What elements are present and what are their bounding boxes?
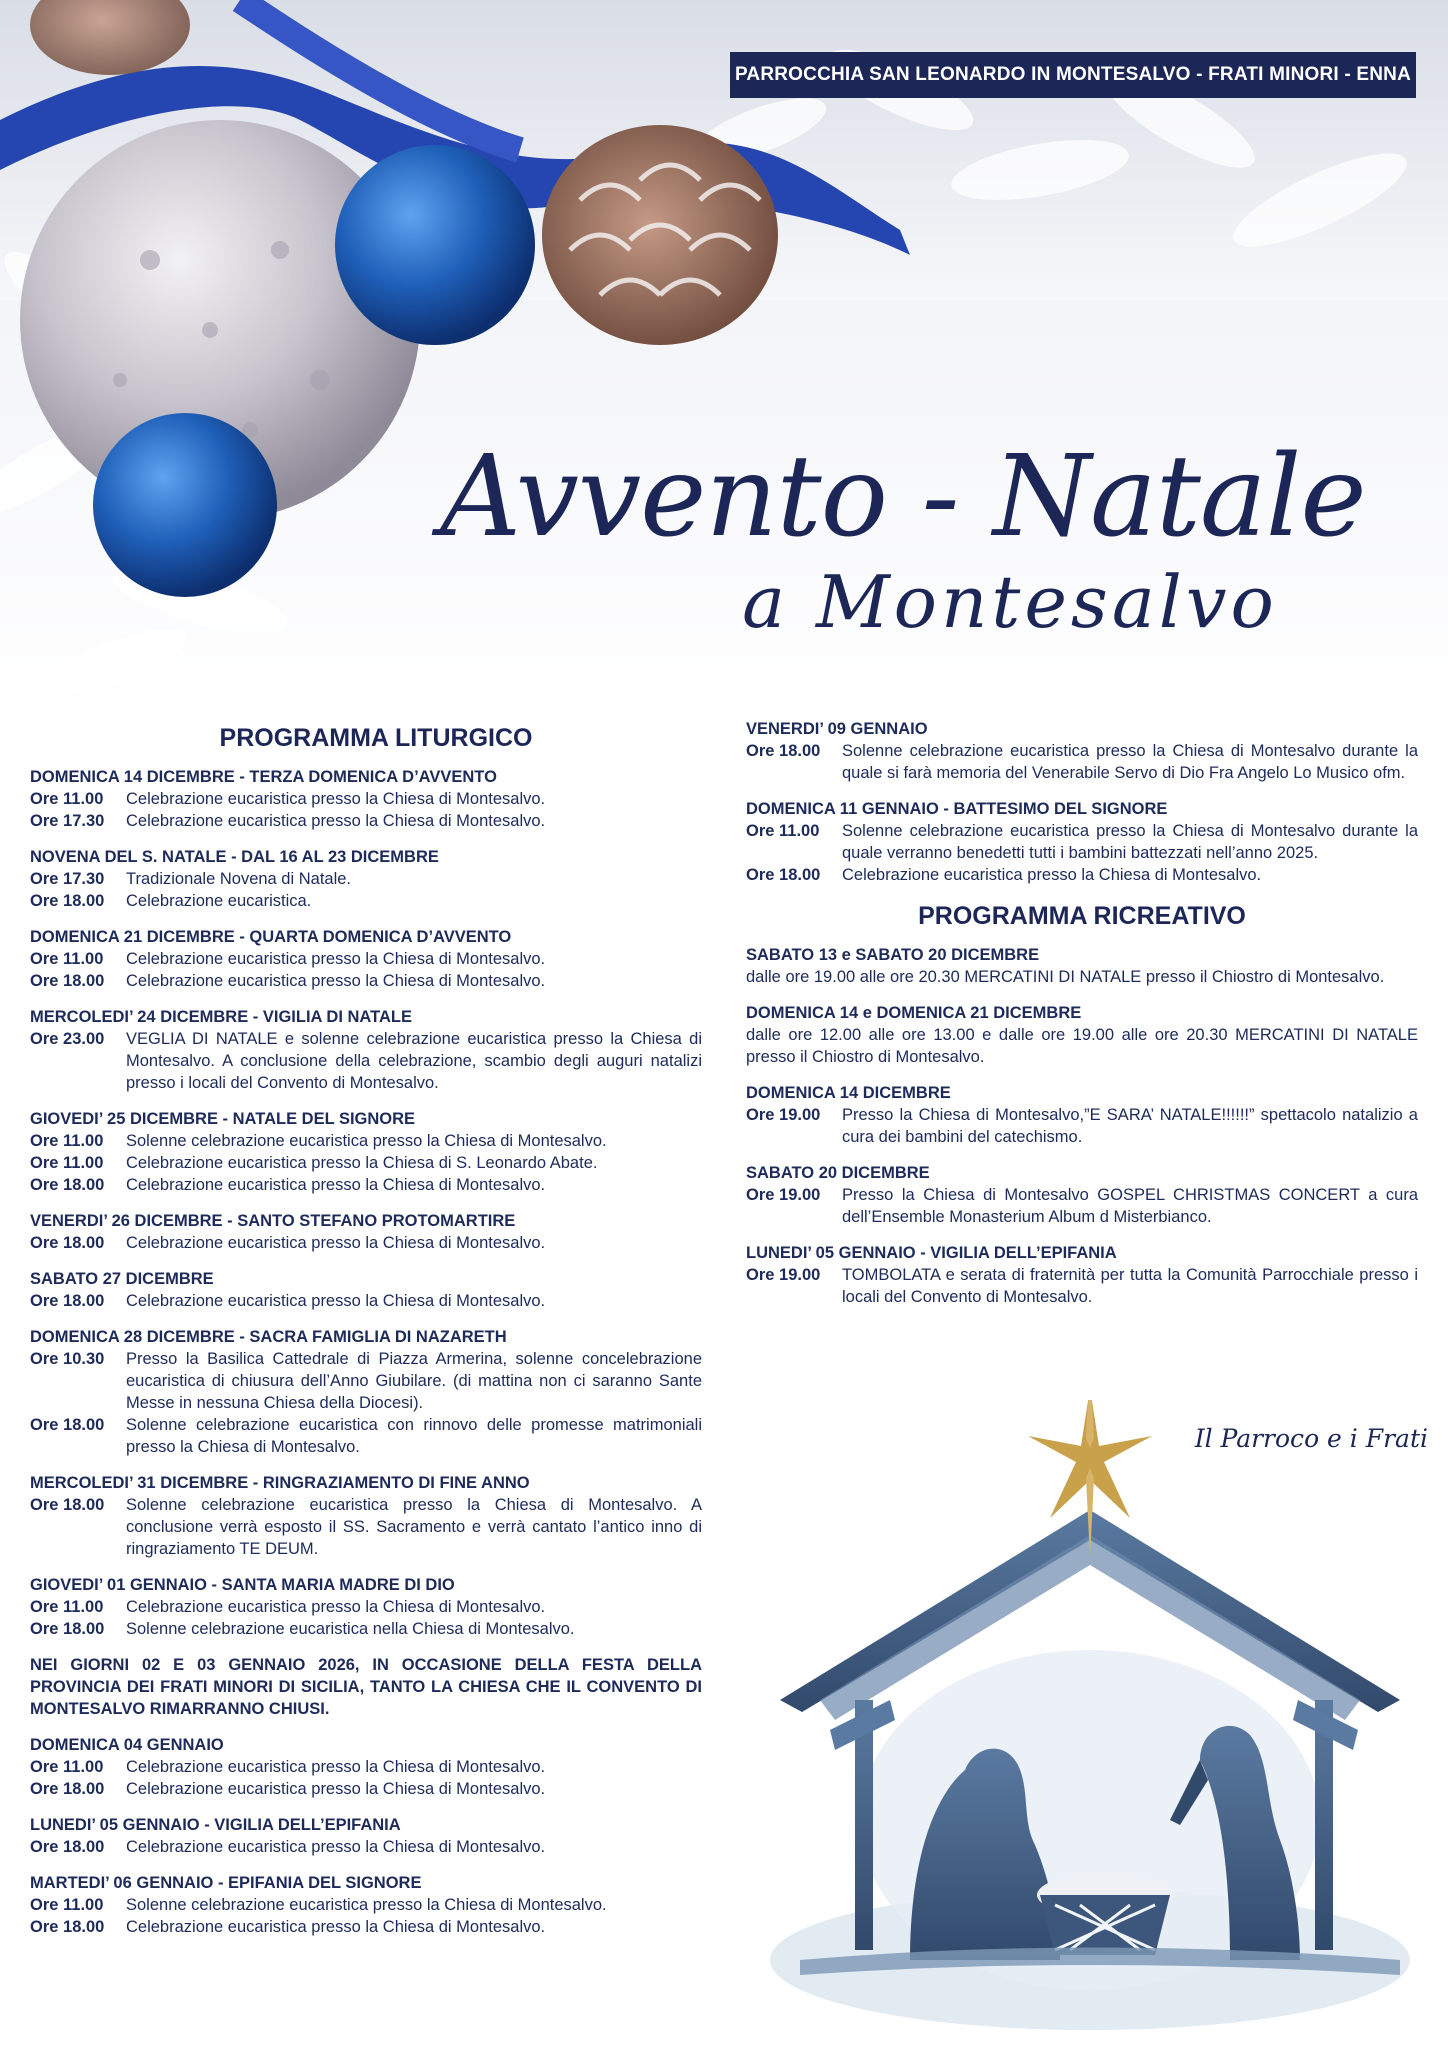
event-row bbox=[30, 1778, 702, 1800]
event-description: Solenne celebrazione eucaristica con rinnovo delle promesse matrimoniali presso la Chiesa di Montesalvo. bbox=[126, 1416, 702, 1456]
event-description: Celebrazione eucaristica presso la Chiesa di Montesalvo. bbox=[126, 812, 546, 830]
event-description: Celebrazione eucaristica presso la Chiesa di Montesalvo. bbox=[126, 1234, 546, 1252]
event-row bbox=[746, 820, 1418, 864]
event-row bbox=[30, 948, 702, 970]
event-row bbox=[30, 788, 702, 810]
event-time: Ore 11.00 bbox=[30, 950, 104, 968]
event-row bbox=[30, 868, 702, 890]
closure-notice bbox=[30, 1654, 702, 1720]
event-description: Celebrazione eucaristica presso la Chiesa di Montesalvo. bbox=[126, 950, 546, 968]
event-time: Ore 18.00 bbox=[30, 972, 105, 990]
event-time: Ore 11.00 bbox=[30, 1758, 104, 1776]
event-row bbox=[30, 1290, 702, 1312]
event-time: Ore 18.00 bbox=[30, 1496, 105, 1514]
event-row bbox=[30, 1348, 702, 1414]
event-description: Solenne celebrazione eucaristica presso la Chiesa di Montesalvo. bbox=[126, 1132, 607, 1150]
blue-ornament-large bbox=[335, 145, 535, 345]
event-block bbox=[30, 1108, 702, 1196]
event-time: Ore 18.00 bbox=[30, 1292, 105, 1310]
event-heading: VENERDI’ 26 DICEMBRE - SANTO STEFANO PROTOMARTIRE bbox=[30, 1212, 516, 1230]
event-heading: SABATO 13 e SABATO 20 DICEMBRE bbox=[746, 946, 1040, 964]
blue-ornament-small bbox=[93, 413, 277, 597]
event-description: VEGLIA DI NATALE e solenne celebrazione eucaristica presso la Chiesa di Montesalvo. A conclusione della celebrazione, scambio degli auguri natalizi presso i locali del Convento di Montesalvo. bbox=[126, 1030, 702, 1092]
liturgical-events-january bbox=[30, 1734, 702, 1938]
event-time: Ore 11.00 bbox=[30, 1132, 104, 1150]
event-row bbox=[30, 970, 702, 992]
event-row bbox=[746, 864, 1418, 886]
event-description: Presso la Basilica Cattedrale di Piazza Armerina, solenne concelebrazione eucaristica di chiusura dell’Anno Giubilare. (di mattina non ci saranno Sante Messe in nessuna Chiesa della Diocesi). bbox=[126, 1350, 702, 1412]
event-description: Tradizionale Novena di Natale. bbox=[126, 870, 352, 888]
event-time: Ore 18.00 bbox=[30, 1780, 105, 1798]
event-time: Ore 17.30 bbox=[30, 812, 105, 830]
event-block bbox=[30, 1268, 702, 1312]
event-heading: SABATO 20 DICEMBRE bbox=[746, 1164, 930, 1182]
event-block bbox=[30, 766, 702, 832]
event-row bbox=[30, 1618, 702, 1640]
event-heading: NOVENA DEL S. NATALE - DAL 16 AL 23 DICEMBRE bbox=[30, 848, 439, 866]
event-time: Ore 11.00 bbox=[746, 822, 820, 840]
event-row bbox=[30, 1414, 702, 1458]
event-heading: GIOVEDI’ 25 DICEMBRE - NATALE DEL SIGNORE bbox=[30, 1110, 416, 1128]
event-block bbox=[746, 1002, 1418, 1068]
event-heading: GIOVEDI’ 01 GENNAIO - SANTA MARIA MADRE DI DIO bbox=[30, 1576, 455, 1594]
event-heading: LUNEDI’ 05 GENNAIO - VIGILIA DELL’EPIFANIA bbox=[30, 1816, 401, 1834]
event-heading: LUNEDI’ 05 GENNAIO - VIGILIA DELL’EPIFANIA bbox=[746, 1244, 1117, 1262]
liturgical-events-continued bbox=[746, 718, 1418, 886]
event-row bbox=[30, 1130, 702, 1152]
event-time: Ore 18.00 bbox=[30, 1918, 105, 1936]
event-time: Ore 18.00 bbox=[30, 892, 105, 910]
event-block bbox=[30, 1326, 702, 1458]
signature: Il Parroco e i Frati bbox=[1194, 1424, 1428, 1453]
event-block bbox=[30, 1814, 702, 1858]
event-heading: MERCOLEDI’ 24 DICEMBRE - VIGILIA DI NATALE bbox=[30, 1008, 412, 1026]
event-description: Celebrazione eucaristica presso la Chiesa di Montesalvo. bbox=[126, 1918, 546, 1936]
event-description: Solenne celebrazione eucaristica presso la Chiesa di Montesalvo. bbox=[126, 1896, 607, 1914]
event-heading: DOMENICA 21 DICEMBRE - QUARTA DOMENICA D’AVVENTO bbox=[30, 928, 512, 946]
event-block bbox=[746, 944, 1418, 988]
event-heading: MERCOLEDI’ 31 DICEMBRE - RINGRAZIAMENTO DI FINE ANNO bbox=[30, 1474, 530, 1492]
event-time: Ore 18.00 bbox=[30, 1234, 105, 1252]
event-description: Solenne celebrazione eucaristica presso la Chiesa di Montesalvo. A conclusione verrà esposto il SS. Sacramento e verrà cantato l’antico inno di ringraziamento TE DEUM. bbox=[126, 1496, 702, 1558]
event-row bbox=[30, 1836, 702, 1858]
event-row bbox=[30, 1596, 702, 1618]
event-block bbox=[30, 1872, 702, 1938]
event-block bbox=[746, 1242, 1418, 1308]
recreational-events bbox=[746, 944, 1418, 1308]
event-description: Celebrazione eucaristica presso la Chiesa di Montesalvo. bbox=[842, 866, 1262, 884]
event-description: Solenne celebrazione eucaristica nella Chiesa di Montesalvo. bbox=[126, 1620, 575, 1638]
pine-cone bbox=[542, 125, 778, 345]
event-description: dalle ore 12.00 alle ore 13.00 e dalle ore 19.00 alle ore 20.30 MERCATINI DI NATALE presso il Chiostro di Montesalvo. bbox=[746, 1026, 1418, 1066]
event-description: Solenne celebrazione eucaristica presso la Chiesa di Montesalvo durante la quale verranno benedetti tutti i bambini battezzati nell’anno 2025. bbox=[842, 822, 1418, 862]
event-description: Celebrazione eucaristica presso la Chiesa di Montesalvo. bbox=[126, 1758, 546, 1776]
event-block bbox=[746, 798, 1418, 886]
liturgical-program-title: PROGRAMMA LITURGICO bbox=[219, 724, 533, 752]
event-time: Ore 19.00 bbox=[746, 1106, 821, 1124]
liturgical-events bbox=[30, 766, 702, 1640]
event-block bbox=[746, 1162, 1418, 1228]
event-row bbox=[30, 1028, 702, 1094]
event-heading: DOMENICA 28 DICEMBRE - SACRA FAMIGLIA DI NAZARETH bbox=[30, 1328, 507, 1346]
event-heading: DOMENICA 04 GENNAIO bbox=[30, 1736, 224, 1754]
event-row bbox=[30, 810, 702, 832]
liturgical-program-column bbox=[30, 722, 702, 1952]
event-row bbox=[30, 1174, 702, 1196]
event-block bbox=[30, 926, 702, 992]
event-row bbox=[746, 1104, 1418, 1148]
recreational-program-title: PROGRAMMA RICREATIVO bbox=[918, 902, 1246, 930]
event-time: Ore 18.00 bbox=[30, 1620, 105, 1638]
event-time: Ore 18.00 bbox=[30, 1176, 105, 1194]
event-time: Ore 11.00 bbox=[30, 1598, 104, 1616]
event-block bbox=[30, 1210, 702, 1254]
event-description: Celebrazione eucaristica presso la Chiesa di Montesalvo. bbox=[126, 1780, 546, 1798]
event-row bbox=[30, 1494, 702, 1560]
parish-banner: PARROCCHIA SAN LEONARDO IN MONTESALVO - FRATI MINORI - ENNA bbox=[730, 52, 1416, 98]
event-description: Celebrazione eucaristica presso la Chiesa di Montesalvo. bbox=[126, 972, 546, 990]
event-time: Ore 18.00 bbox=[30, 1838, 105, 1856]
event-block bbox=[30, 846, 702, 912]
event-description: Celebrazione eucaristica presso la Chiesa di Montesalvo. bbox=[126, 1292, 546, 1310]
event-row bbox=[30, 1894, 702, 1916]
event-row bbox=[30, 1756, 702, 1778]
event-time: Ore 23.00 bbox=[30, 1030, 105, 1048]
event-row bbox=[746, 1184, 1418, 1228]
page-title: Avvento - Natale bbox=[440, 432, 1366, 562]
event-time: Ore 17.30 bbox=[30, 870, 105, 888]
event-time: Ore 11.00 bbox=[30, 1154, 104, 1172]
event-time: Ore 11.00 bbox=[30, 790, 104, 808]
event-row bbox=[746, 740, 1418, 784]
event-description: Presso la Chiesa di Montesalvo,”E SARA’ NATALE!!!!!!” spettacolo natalizio a cura dei bambini del catechismo. bbox=[842, 1106, 1418, 1146]
event-heading: VENERDI’ 09 GENNAIO bbox=[746, 720, 928, 738]
event-time: Ore 10.30 bbox=[30, 1350, 105, 1368]
event-time: Ore 18.00 bbox=[746, 742, 821, 760]
event-block bbox=[746, 1082, 1418, 1148]
event-heading: DOMENICA 14 DICEMBRE - TERZA DOMENICA D’AVVENTO bbox=[30, 768, 497, 786]
event-time: Ore 11.00 bbox=[30, 1896, 104, 1914]
event-time: Ore 19.00 bbox=[746, 1186, 821, 1204]
event-heading: DOMENICA 14 e DOMENICA 21 DICEMBRE bbox=[746, 1004, 1082, 1022]
event-block bbox=[30, 1574, 702, 1640]
event-description: Celebrazione eucaristica presso la Chiesa di Montesalvo. bbox=[126, 1838, 546, 1856]
event-description: Celebrazione eucaristica. bbox=[126, 892, 312, 910]
event-row bbox=[746, 1264, 1418, 1308]
star-icon bbox=[1028, 1400, 1152, 1558]
event-heading: DOMENICA 11 GENNAIO - BATTESIMO DEL SIGNORE bbox=[746, 800, 1168, 818]
event-description: Celebrazione eucaristica presso la Chiesa di Montesalvo. bbox=[126, 1598, 546, 1616]
event-row bbox=[30, 890, 702, 912]
nativity-illustration bbox=[760, 1400, 1440, 2040]
manger bbox=[1037, 1873, 1173, 1955]
event-block bbox=[746, 718, 1418, 784]
event-block bbox=[30, 1734, 702, 1800]
event-description: Celebrazione eucaristica presso la Chiesa di Montesalvo. bbox=[126, 1176, 546, 1194]
event-description: Celebrazione eucaristica presso la Chiesa di Montesalvo. bbox=[126, 790, 546, 808]
event-block bbox=[30, 1006, 702, 1094]
event-description: Presso la Chiesa di Montesalvo GOSPEL CHRISTMAS CONCERT a cura dell’Ensemble Monasterium Album d Misterbianco. bbox=[842, 1186, 1418, 1226]
event-heading: MARTEDI’ 06 GENNAIO - EPIFANIA DEL SIGNORE bbox=[30, 1874, 422, 1892]
event-heading: DOMENICA 14 DICEMBRE bbox=[746, 1084, 951, 1102]
right-column bbox=[746, 718, 1418, 1322]
event-description: dalle ore 19.00 alle ore 20.30 MERCATINI DI NATALE presso il Chiostro di Montesalvo. bbox=[746, 968, 1385, 986]
event-time: Ore 19.00 bbox=[746, 1266, 821, 1284]
event-row bbox=[30, 1916, 702, 1938]
event-row bbox=[30, 1232, 702, 1254]
event-time: Ore 18.00 bbox=[746, 866, 821, 884]
event-description: Celebrazione eucaristica presso la Chiesa di S. Leonardo Abate. bbox=[126, 1154, 598, 1172]
closure-notice-text: NEI GIORNI 02 E 03 GENNAIO 2026, IN OCCASIONE DELLA FESTA DELLA PROVINCIA DEI FRATI MINORI DI SICILIA, TANTO LA CHIESA CHE IL CONVENTO DI MONTESALVO RIMARRANNO CHIUSI. bbox=[30, 1656, 702, 1718]
event-block bbox=[30, 1472, 702, 1560]
event-heading: SABATO 27 DICEMBRE bbox=[30, 1270, 214, 1288]
event-time: Ore 18.00 bbox=[30, 1416, 105, 1434]
event-row bbox=[30, 1152, 702, 1174]
page-subtitle: a Montesalvo bbox=[742, 560, 1278, 644]
event-description: Solenne celebrazione eucaristica presso la Chiesa di Montesalvo durante la quale si farà memoria del Venerabile Servo di Dio Fra Angelo Lo Musico ofm. bbox=[842, 742, 1418, 782]
event-description: TOMBOLATA e serata di fraternità per tutta la Comunità Parrocchiale presso i locali del Convento di Montesalvo. bbox=[842, 1266, 1418, 1306]
